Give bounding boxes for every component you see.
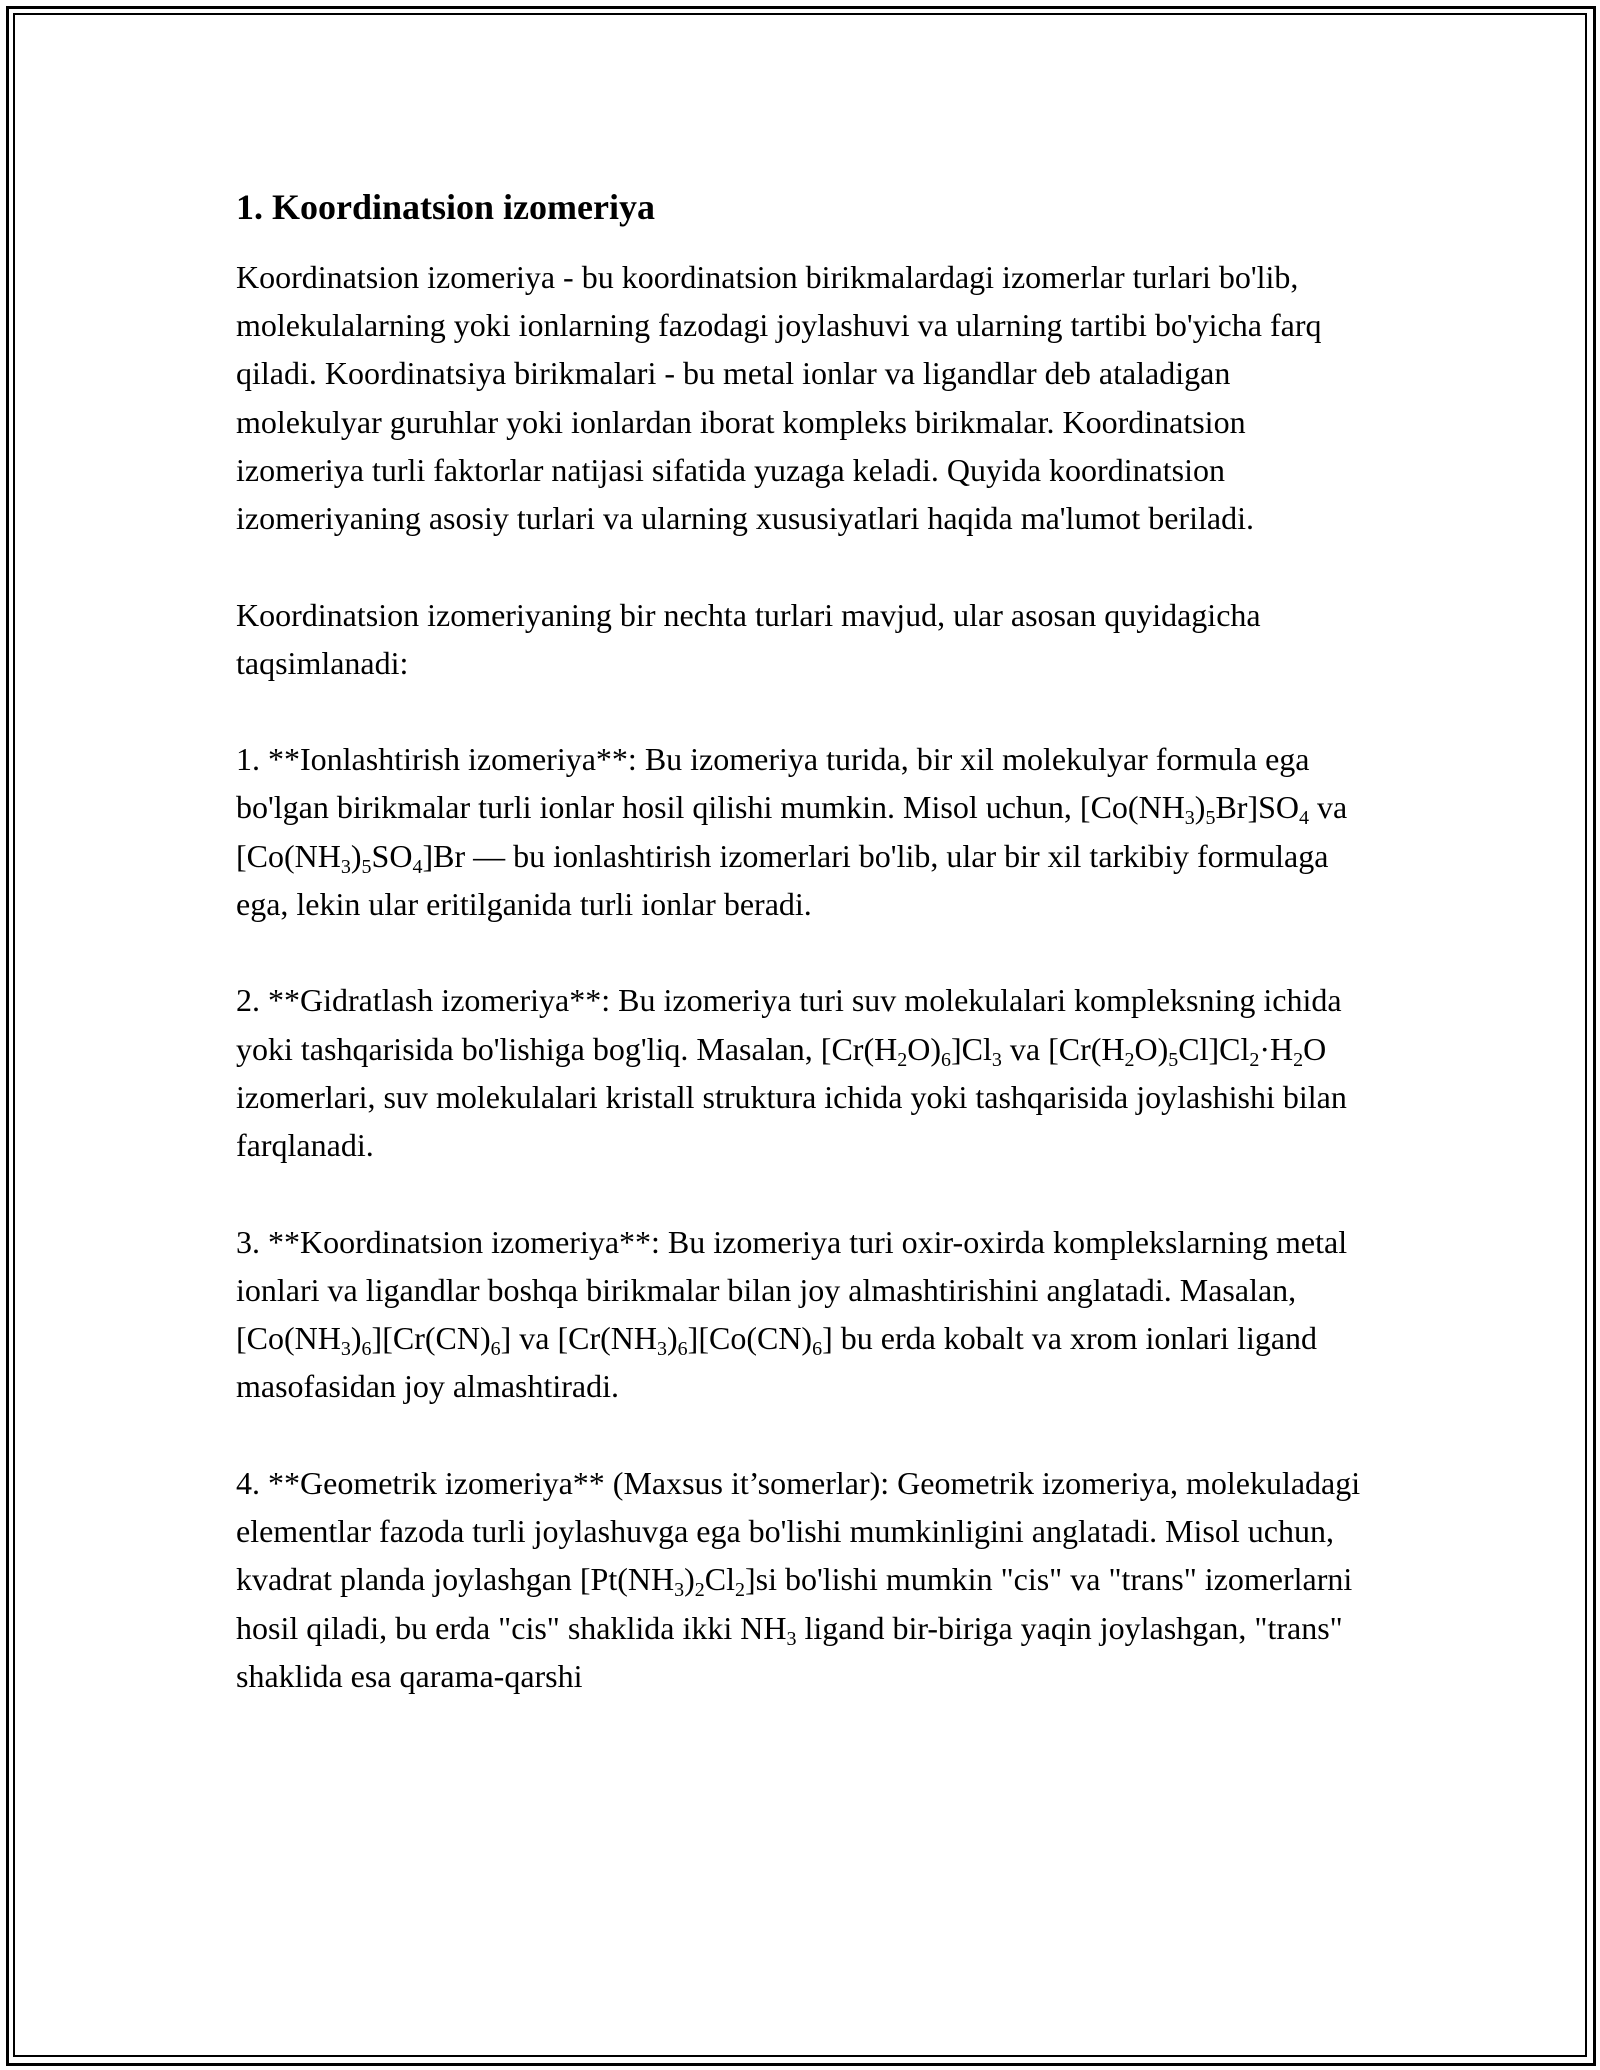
list-item-ionization-isomerism: 1. **Ionlashtirish izomeriya**: Bu izomeriya turida, bir xil molekulyar formula ega bo'lgan birikmalar turli ionlar hosil qilishi mumkin. Misol uchun, $[Co(NH_3)_5Br]SO_4$ va $[Co(NH_3)_5SO_4]Br$ — bu ionlashtirish izomerlari bo'lib, ular bir xil tarkibiy formulaga ega, lekin ular eritilganida turli ionlar beradi. — [236, 741, 1348, 923]
list-item-geometric-isomerism: 4. **Geometrik izomeriya** (Maxsus it’somerlar): Geometrik izomeriya, molekuladagi elementlar fazoda turli joylashuvga ega bo'lishi mumkinligini anglatadi. Misol uchun, kvadrat planda joylashgan $[Pt(NH_3)_2Cl_2]si$ bo'lishi mumkin "cis" va "trans" izomerlarni hosil qiladi, bu erda "cis" shaklida ikki $NH_3$ ligand bir-biriga yaqin joylashgan, "trans" shaklida esa qarama-qarshi — [236, 1464, 1361, 1694]
list-item-coordination-isomerism: 3. **Koordinatsion izomeriya**: Bu izomeriya turi oxir-oxirda komplekslarning metal ionlari va ligandlar boshqa birikmalar bilan joy almashtirishini anglatadi. Masalan, $[Co(NH_3)_6][Cr(CN)_6]$ va $[Cr(NH_3)_6][Co(CN)_6]$ bu erda kobalt va xrom ionlari ligand masofasidan joy almashtiradi. — [236, 1223, 1348, 1405]
section-heading: 1. Koordinatsion izomeriya — [236, 187, 655, 227]
document-body — [236, 184, 1376, 1748]
intro-paragraph: Koordinatsion izomeriya - bu koordinatsion birikmalardagi izomerlar turlari bo'lib, molekulalarning yoki ionlarning fazodagi joylashuvi va ularning tartibi bo'yicha farq qiladi. Koordinatsiya birikmalari - bu metal ionlar va ligandlar deb ataladigan molekulyar guruhlar yoki ionlardan iborat kompleks birikmalar. Koordinatsion izomeriya turli faktorlar natijasi sifatida yuzaga keladi. Quyida koordinatsion izomeriyaning asosiy turlari va ularning xususiyatlari haqida ma'lumot beriladi. — [236, 258, 1322, 537]
list-item-hydration-isomerism: 2. **Gidratlash izomeriya**: Bu izomeriya turi suv molekulalari kompleksning ichida yoki tashqarisida bo'lishiga bog'liq. Masalan, $[Cr(H_2O)_6]Cl_3$ va $[Cr(H_2O)_5Cl]Cl_2\cdot H_2O$ izomerlari, suv molekulalari kristall struktura ichida yoki tashqarisida joylashishi bilan farqlanadi. — [236, 982, 1347, 1164]
types-intro-paragraph: Koordinatsion izomeriyaning bir nechta turlari mavjud, ular asosan quyidagicha taqsimlanadi: — [236, 596, 1261, 681]
